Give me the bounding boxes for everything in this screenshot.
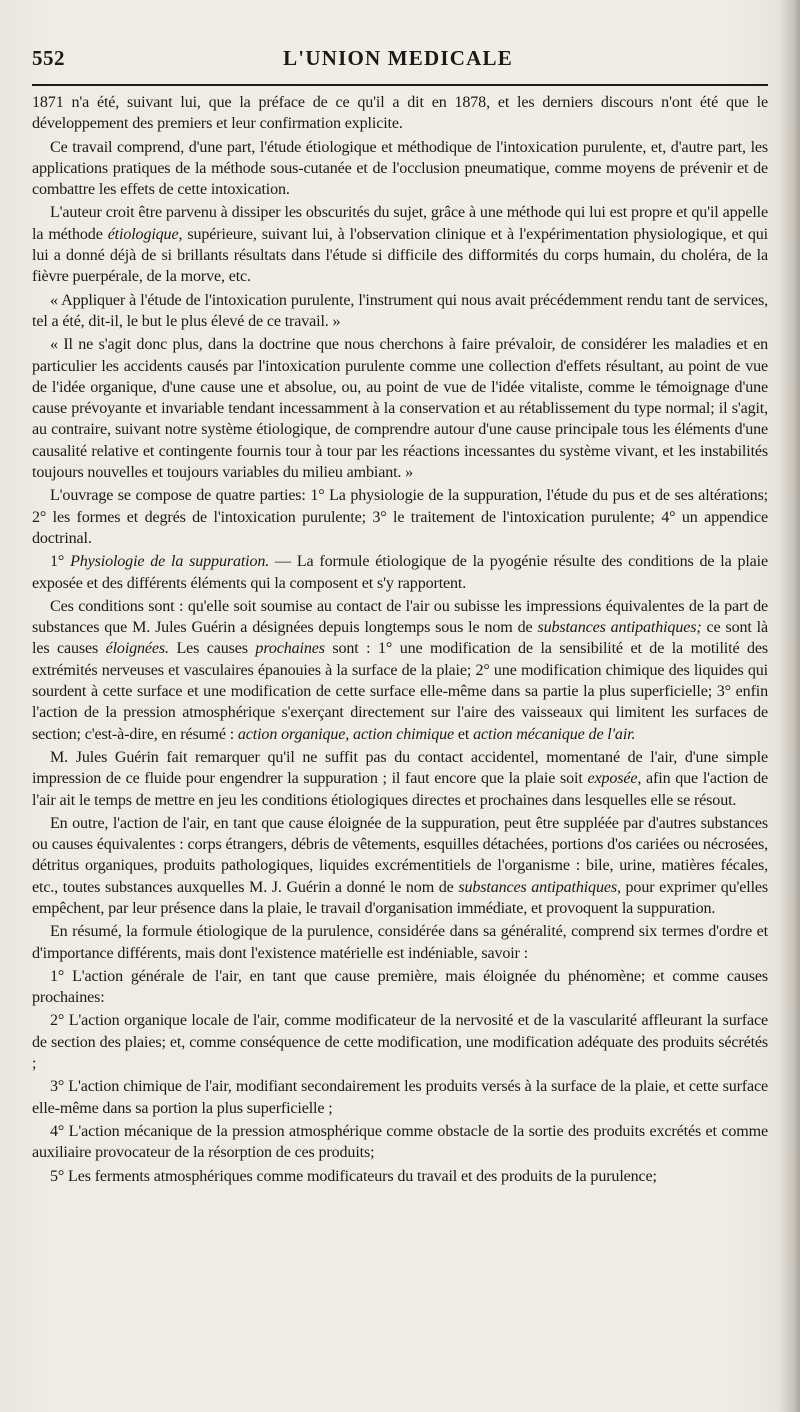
list-item: 3° L'action chimique de l'air, modifiant secondairement les produits versés à la surface de la plaie, et cette surface elle-même dans sa portion la plus superficielle ;: [32, 1078, 768, 1117]
list-item: 1° L'action générale de l'air, en tant que cause première, mais éloignée du phénomène; et comme causes prochaines:: [32, 967, 768, 1007]
paragraph: 1° Physiologie de la suppuration. — La formule étiologique de la pyogénie résulte des conditions de la plaie exposée et des différents éléments qui la composent et s'y rapportent.: [32, 553, 768, 592]
paragraph: M. Jules Guérin fait remarquer qu'il ne suffit pas du contact accidentel, momentané de l'air, d'une simple impression de ce fluide pour engendrer la suppuration ; il faut encore que la plaie soit exposée, afin que l'action de l'air ait le temps de mettre en jeu les conditions étiologiques directes et prochaines dans lesquelles elle se résout.: [32, 748, 769, 809]
paragraph: L'ouvrage se compose de quatre parties: 1° La physiologie de la suppuration, l'étude du pus et de ses altérations; 2° les formes et degrés de l'intoxication purulente; 3° le traitement de l'intoxication purulente; 4° un appendice doctrinal.: [32, 487, 768, 547]
body-text: [32, 92, 768, 1189]
running-title: L'UNION MEDICALE: [283, 46, 513, 70]
list-item: 4° L'action mécanique de la pression atmosphérique comme obstacle de la sortie des produits excrétés et comme auxiliaire provocateur de la résorption de ces produits;: [32, 1122, 768, 1162]
list-item: 2° L'action organique locale de l'air, comme modificateur de la nervosité et de la vascularité affleurant la surface de section des plaies; et, comme conséquence de cette modification, une modification adéquate des produits sécrétés ;: [32, 1012, 768, 1073]
paragraph: En outre, l'action de l'air, en tant que cause éloignée de la suppuration, peut être suppléée par d'autres substances ou causes équivalentes : corps étrangers, débris de vêtements, esquilles détachées, portions d'os cariées ou nécrosées, détritus organiques, produits pathologiques, liquides excrémentitiels de l'organisme : bile, urine, matières fécales, etc., toutes substances auxquelles M. J. Guérin a donné le nom de substances antipathiques, pour exprimer qu'elles empêchent, par leur présence dans la plaie, le travail d'organisation immédiate, et provoquent la suppuration.: [32, 814, 769, 917]
paragraph: 1871 n'a été, suivant lui, que la préface de ce qu'il a dit en 1878, et les derniers discours n'ont été que le développement des premiers et leur confirmation explicite.: [32, 94, 768, 133]
page-number: 552: [32, 46, 65, 70]
paragraph: « Il ne s'agit donc plus, dans la doctrine que nous cherchons à faire prévaloir, de considérer les maladies et en particulier les accidents causés par l'intoxication purulente comme une collection d'effets résultant, au point de vue de l'idée organique, d'une cause une et absolue, ou, au point de vue de l'idée vitaliste, comme le témoignage d'une cause prévoyante et invariable tendant incessamment à la conservation et au rétablissement du type normal; il s'agit, au contraire, suivant notre système étiologique, de comprendre autour d'une cause principale tous les éléments d'une causalité relative et contingente fournis tour à tour par les réactions incessantes du système vivant, et les instabilités toujours nouvelles et toujours variables du milieu ambiant. »: [32, 336, 768, 482]
paragraph: « Appliquer à l'étude de l'intoxication purulente, l'instrument qui nous avait précédemment rendu tant de services, tel a été, dit-il, le but le plus élevé de ce travail. »: [32, 291, 768, 330]
list-item: 5° Les ferments atmosphériques comme modificateurs du travail et des produits de la purulence;: [50, 1167, 657, 1185]
binding-shadow: [778, 0, 800, 1412]
header-rule: [32, 84, 768, 86]
paragraph: Ce travail comprend, d'une part, l'étude étiologique et méthodique de l'intoxication purulente, et, d'autre part, les applications pratiques de la méthode sous-cutanée et de l'occlusion pneumatique, comme moyens de prévenir et de combattre les effets de cette intoxication.: [32, 138, 768, 199]
paragraph: Ces conditions sont : qu'elle soit soumise au contact de l'air ou subisse les impressions équivalentes de la part de substances que M. Jules Guérin a désignées depuis longtemps sous le nom de substances antipathiques; ce sont là les causes éloignées. Les causes prochaines sont : 1° une modification de la sensibilité et de la motilité des extrémités nerveuses et vasculaires épanouies à la surface de la plaie; 2° une modification chimique des liquides qui sourdent à cette surface et une modification de cette surface elle-même dans sa partie la plus superficielle; 3° enfin l'action de la pression atmosphérique s'exerçant directement sur l'aire des vaisseaux qui limitent les surfaces de section; c'est-à-dire, en résumé : action organique, action chimique et action mécanique de l'air.: [32, 597, 768, 743]
paragraph: L'auteur croit être parvenu à dissiper les obscurités du sujet, grâce à une méthode qui lui est propre et qu'il appelle la méthode étiologique, supérieure, suivant lui, à l'observation clinique et à l'expérimentation physiologique, et qui lui a donné déjà de si brillants résultats dans l'étude si difficile des difformités du corps humain, du choléra, de la fièvre puerpérale, de la morve, etc.: [32, 204, 768, 286]
page-header: [32, 46, 764, 76]
paragraph: En résumé, la formule étiologique de la purulence, considérée dans sa généralité, comprend six termes d'ordre et d'importance différents, mais dont l'existence matérielle est indéniable, savoir :: [32, 923, 768, 962]
